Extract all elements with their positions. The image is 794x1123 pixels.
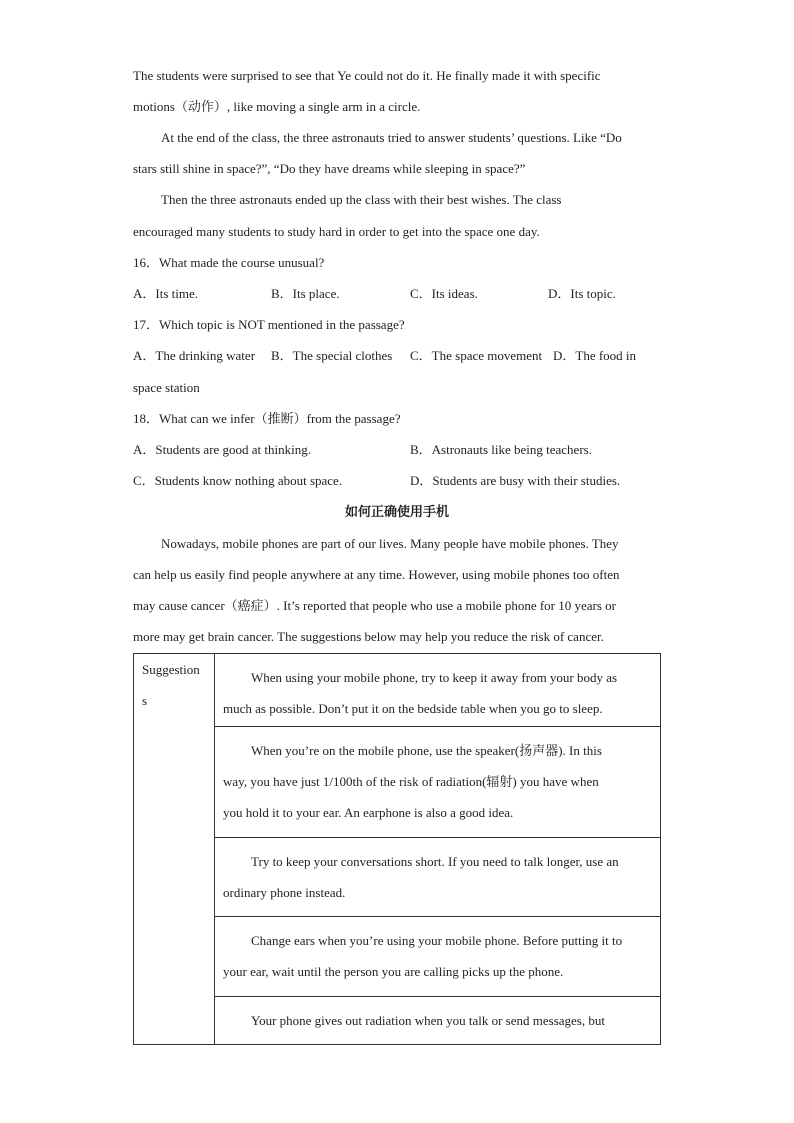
passage-line: stars still shine in space?”, “Do they have dreams while sleeping in space?”	[133, 161, 526, 176]
question-16-stem: 16．What made the course unusual?	[133, 255, 325, 270]
suggestion-line: When you’re on the mobile phone, use the speaker(扬声器). In this	[251, 743, 602, 758]
suggestion-cell	[215, 838, 661, 917]
suggestions-label	[134, 654, 214, 716]
passage-line: At the end of the class, the three astronauts tried to answer students’ questions. Like “Do	[161, 130, 622, 145]
question-18-option-a: A．Students are good at thinking.	[133, 442, 312, 457]
intro-line: Nowadays, mobile phones are part of our lives. Many people have mobile phones. They	[161, 536, 619, 551]
passage-line: The students were surprised to see that Ye could not do it. He finally made it with specific	[133, 68, 601, 83]
question-18-option-d: D．Students are busy with their studies.	[410, 473, 621, 488]
suggestions-label-line: Suggestion	[142, 662, 200, 677]
question-17-option-d: D．The food in	[553, 348, 637, 363]
question-17-option-c: C．The space movement	[410, 348, 543, 363]
question-18-option-b: B．Astronauts like being teachers.	[410, 442, 592, 457]
question-16-option-d: D．Its topic.	[548, 286, 616, 301]
suggestion-line: ordinary phone instead.	[223, 885, 346, 900]
question-17-option-b: B．The special clothes	[271, 348, 393, 363]
question-16-option-c: C．Its ideas.	[410, 286, 478, 301]
question-17-stem: 17．Which topic is NOT mentioned in the passage?	[133, 317, 405, 332]
suggestions-table	[133, 653, 661, 1045]
suggestion-line: When using your mobile phone, try to keep it away from your body as	[251, 670, 618, 685]
question-16-option-a: A．Its time.	[133, 286, 198, 301]
suggestions-label-cell	[134, 654, 215, 1045]
suggestion-cell	[215, 654, 661, 727]
passage-line: Then the three astronauts ended up the class with their best wishes. The class	[161, 192, 562, 207]
section-title: 如何正确使用手机	[344, 505, 449, 520]
suggestions-label-line: s	[142, 693, 148, 708]
question-18-option-c: C．Students know nothing about space.	[133, 473, 343, 488]
question-17-option-d-continuation: space station	[133, 380, 200, 395]
suggestion-line: your ear, wait until the person you are calling picks up the phone.	[223, 964, 564, 979]
suggestion-line: you hold it to your ear. An earphone is also a good idea.	[223, 805, 514, 820]
passage-line: encouraged many students to study hard in order to get into the space one day.	[133, 224, 540, 239]
suggestion-line: Your phone gives out radiation when you talk or send messages, but	[251, 1013, 605, 1028]
question-18-stem: 18．What can we infer（推断）from the passage?	[133, 411, 401, 426]
intro-line: may cause cancer（癌症）. It’s reported that people who use a mobile phone for 10 years or	[133, 598, 617, 613]
table-row	[134, 654, 661, 727]
suggestion-line: Try to keep your conversations short. If you need to talk longer, use an	[251, 854, 619, 869]
suggestion-line: much as possible. Don’t put it on the bedside table when you go to sleep.	[223, 701, 603, 716]
suggestion-cell	[215, 997, 661, 1045]
suggestion-line: Change ears when you’re using your mobile phone. Before putting it to	[251, 933, 623, 948]
intro-line: more may get brain cancer. The suggestions below may help you reduce the risk of cancer.	[133, 629, 604, 644]
question-17-option-a: A．The drinking water	[133, 348, 256, 363]
suggestion-line: way, you have just 1/100th of the risk of radiation(辐射) you have when	[223, 774, 599, 789]
question-16-option-b: B．Its place.	[271, 286, 340, 301]
suggestion-cell	[215, 917, 661, 997]
passage-line: motions（动作）, like moving a single arm in a circle.	[133, 99, 421, 114]
suggestion-cell	[215, 727, 661, 838]
intro-line: can help us easily find people anywhere at any time. However, using mobile phones too often	[133, 567, 620, 582]
